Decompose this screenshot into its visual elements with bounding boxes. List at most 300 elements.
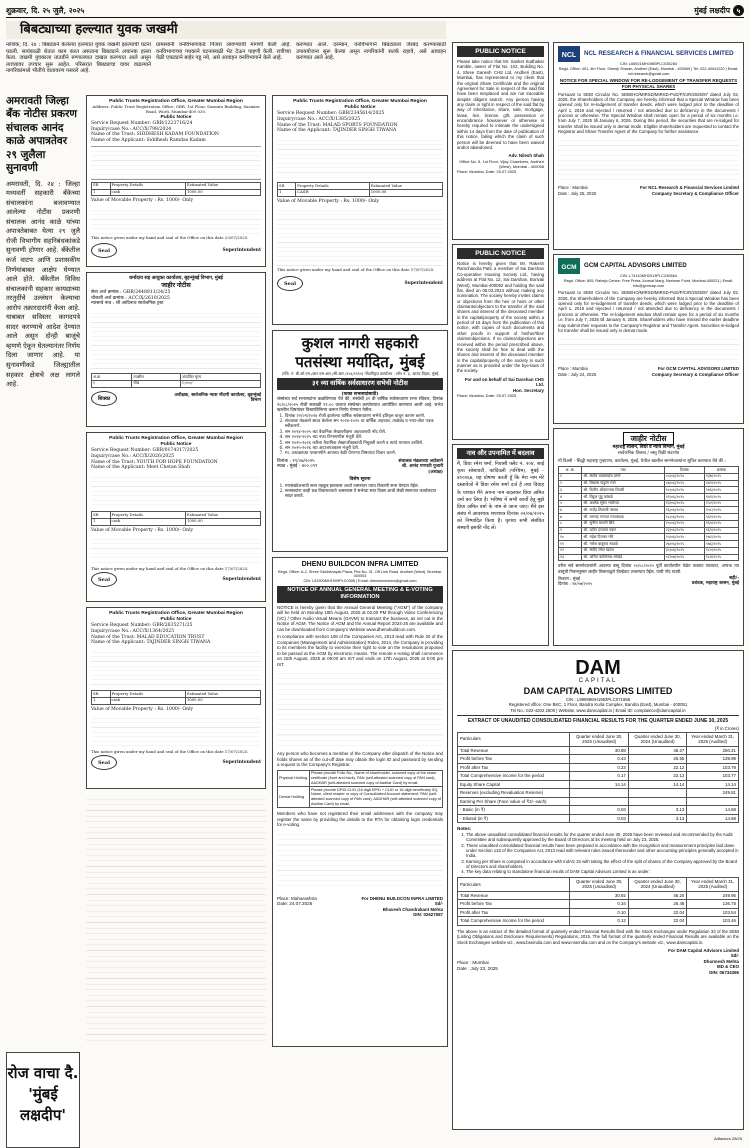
fin-value-cell: 103.77 xyxy=(687,772,739,781)
gcm-sign-role: Company Secretary & Compliance Officer xyxy=(651,371,739,377)
jahir-cell-no: १४१/२०२५ xyxy=(704,480,738,487)
jahir-notice xyxy=(553,428,744,646)
ncl-notice xyxy=(553,42,744,250)
fin-row-label: - Diluted (in ₹) xyxy=(458,814,570,823)
pt3-trust: Name of the Trust: YOUTH FOR HOPE FOUNDATION xyxy=(91,459,218,465)
pt1-seal: Seal xyxy=(91,243,117,258)
dhenu-holding-table xyxy=(277,770,443,808)
kusal-date-place xyxy=(277,459,317,476)
jahir-cell-date: २३/०६/२०२५ xyxy=(664,527,704,534)
public-trust-notice-4 xyxy=(86,607,266,789)
dam-logo xyxy=(457,654,739,686)
jahir-cell-date: ०७/०६/२०२५ xyxy=(664,480,704,487)
pt3-body-lines-2 xyxy=(91,535,261,565)
mpt-officer: अधीक्षक, सार्वजनिक न्यास नोंदणी कार्यालय, बृहन्मुंबई विभाग xyxy=(174,392,261,404)
mpt-body-lines xyxy=(91,309,261,371)
pt3-title: Public Notice xyxy=(160,442,192,448)
kusal-place: स्थळ : मुंबई - ४०० ०९९ xyxy=(277,464,318,470)
fin-value-cell: 3.13 xyxy=(628,806,686,815)
dam-sd: Sd/- xyxy=(730,953,739,959)
pt2-body-lines-2 xyxy=(277,206,443,266)
gcm-name: GCM CAPITAL ADVISORS LIMITED xyxy=(584,262,687,270)
kusal-footer xyxy=(277,459,443,476)
dam-logo-sub: CAPITAL xyxy=(578,678,618,684)
jahir-row xyxy=(559,494,739,501)
issue-date: शुक्रवार, दि. २५ जुलै, २०२५ xyxy=(6,5,85,15)
dam-place-date xyxy=(457,948,498,976)
fin-value-cell: 30.92 xyxy=(570,891,628,900)
fin-row-label: Total Comprehensive Income for the period xyxy=(458,917,570,926)
dam-logo-icon xyxy=(570,654,626,684)
kusal-regd: (रजि. नं. बी.ओ.एम./आर.एस.आर./सी.आर./१०६/१९९५) नोंदणीकृत कार्यालय : शॉप नं. ३, आनंद विहार, मुंबई xyxy=(281,370,439,376)
jahir-cell-date: ०२/०७/२०२५ xyxy=(664,554,704,561)
dhenu-place-date xyxy=(277,896,317,918)
pt1-inquiry-text xyxy=(91,146,261,180)
jahir-cell-no: १५८/२०२५ xyxy=(704,507,738,514)
jahir-cell-sr: ९ xyxy=(559,527,582,534)
gcm-for: For GCM CAPITAL ADVISORS LIMITED xyxy=(657,366,739,372)
fin-value-cell: 22.04 xyxy=(628,917,686,926)
dhenu-sd: Sd/- xyxy=(434,901,443,907)
pt4-dated: This notice given under my hand and seal of the Office on this date 17/07/2025. xyxy=(91,749,249,755)
dhenu-regd: Regd. Office: A-2, Shree Siddivinayak Plaza, Plot No. 31, Off Link Road, Andheri (West), Mumbai-400053 xyxy=(277,569,443,579)
jahir-cell-name: श्री. अशोक सुरेश भालेराव xyxy=(582,500,664,507)
kusal-agenda-item: 7. मा. अध्यक्षांच्या परवानगीने आयत्या वेळी येणाऱ्या विषयांचा विचार करणे. xyxy=(285,451,443,456)
jahir-cell-name: श्री. अनिल काशिनाथ लोखंडे xyxy=(582,554,664,561)
dam-col-q1: Quarter ended June 30, 2025 (Unaudited) xyxy=(570,732,628,746)
dam-name: DAM CAPITAL ADVISORS LIMITED xyxy=(523,685,673,696)
jahir-cell-sr: ८ xyxy=(559,520,582,527)
dam-table-header xyxy=(458,732,739,746)
jahir-row xyxy=(559,507,739,514)
public-notice-2-role: Hon. Secretary xyxy=(513,387,544,393)
fin-row xyxy=(458,789,739,798)
jahir-cell-date: २७/०६/२०२५ xyxy=(664,541,704,548)
dam-col-year: Year ended March 31, 2025 (Audited) xyxy=(687,732,739,746)
fin-value-cell xyxy=(628,789,686,798)
jahir-cell-no: १८४/२०२५ xyxy=(704,554,738,561)
ncl-for: For NCL Research & Financial Services Limited xyxy=(640,185,739,191)
fin-row-label: - Basic (in ₹) xyxy=(458,806,570,815)
pt3-applicant: Name of the Applicant: Meet Chetan Shah xyxy=(91,465,190,471)
fin-row-label: Profit after Tax xyxy=(458,763,570,772)
kusal-sign-name: श्री. आनंद गणपती पुजारी xyxy=(401,464,443,470)
jahir-place-date xyxy=(558,576,592,587)
gcm-body: Pursuant to SEBI Circular No. SEBI/HO/MIRSD/MIRSD-PoD/P/CIR/2025/97 dated July 02, 2025, the Shareholders of the Company are hereby informed that a Special Window has been opened only for re-lodgement of transfer deeds, which were lodged prior to the deadline of April 1, 2019 and rejected / returned / not attended due to deficiency in the documents / process or otherwise. The re-lodgement window shall remain open for a period of six months i.e. from July 7, 2025 till January 6, 2026. Shareholders who have missed the earlier deadline may submit their requests to the Company's Registrar and Transfer Agent. Securities re-lodged for transfer shall be issued only in demat mode. xyxy=(558,290,739,333)
dam-note: 4. The key data relating to standalone financial results of DAM Capital Advisors Limited is as under: xyxy=(466,869,739,874)
mpt-footer xyxy=(91,391,261,406)
fin-value-cell: 0.43 xyxy=(570,755,628,764)
dhenu-signatory: Bhavesh Chandrakant Mehta xyxy=(382,906,443,912)
ncl-date: Date : July 25, 2025 xyxy=(558,190,597,196)
pt3-officer: Superintendent xyxy=(222,577,261,583)
public-notice-1-body: Please take notice that Mr. Sanket Sudhakar Kamble, owner of Flat No. 102, Building No. 4, Shree Ganesh CHS Ltd, Andheri (East), Mumbai, has represented to my client that the original Share Certificate and the original Agreement for Sale in respect of the said flat have been misplaced and are not traceable despite diligent search. Any person having any claim or right in respect of the said flat by way of inheritance, share, sale, mortgage, lease, lien, license, gift, possession or encumbrance howsoever or otherwise is hereby required to intimate the undersigned within 14 days from the date of publication of this notice, failing which the claim of such person will be deemed to have been waived and/or abandoned. xyxy=(457,59,544,150)
pt3-office: Public Trusts Registration Office, Greater Mumbai Region xyxy=(109,436,243,441)
pt2-office: Public Trusts Registration Office, Greater Mumbai Region xyxy=(293,99,427,104)
kusal-agenda-item: 1. दिनांक २२/०९/२०२४ रोजी झालेल्या वार्षिक सर्वसाधारण सभेचे इतिवृत्त वाचून कायम करणे. xyxy=(285,414,443,419)
pt3-footer xyxy=(91,572,261,587)
gcm-regd: Regd. Office: 805, Raheja Centre, Free Press Journal Marg, Nariman Point, Mumbai-400021 | Email: info@gcmcap.com xyxy=(563,278,734,288)
fin-row-label: Total Comprehensive Income for the period xyxy=(458,772,570,781)
masthead xyxy=(6,4,744,18)
pt4-body-lines-1 xyxy=(91,648,261,688)
pt4-value: Value of Movable Property : Rs. 1000/- Only xyxy=(91,706,194,712)
dhenu-row-label: Physical Holding xyxy=(278,770,310,786)
dam-for: For DAM Capital Advisors Limited xyxy=(668,947,739,953)
pt1-dated: This notice given under my hand and seal of the Office on this date 23/07/2025. xyxy=(91,235,249,241)
dam-sa-col-q1: Quarter ended June 30, 2025 (Unaudited) xyxy=(570,877,628,891)
fin-value-cell: 103.46 xyxy=(687,917,739,926)
dam-contact: Tel No.: 022-4202 2500 | Website: www.damcapital.in | Email ID: complaince@damcapital.in xyxy=(457,708,739,716)
kusal-body: संस्थेच्या सर्व सभासदांना कळविण्यात येते की, संस्थेची ३१ वी वार्षिक सर्वसाधारण सभा रविवार, दिनांक १०/०८/२०२५ रोजी सकाळी ११.०० वाजता संस्थेच्या कार्यालयात आयोजित करण्यात आली आहे. सभेत खालील विषयांवर विचारविनिमय करून निर्णय घेण्यात येतील. xyxy=(277,397,443,414)
fin-value-cell: 14.14 xyxy=(570,780,628,789)
jahir-cell-no: १५२/२०२५ xyxy=(704,500,738,507)
gcm-place-date xyxy=(558,366,596,377)
jahir-table xyxy=(558,466,739,561)
dhenu-for: For DHENU BUILDCON INFRA LIMITED xyxy=(361,895,443,901)
dam-note: 3. Earning per Share is computed in accordance with IndAS 33 with taking the effect of the split of shares of the Company approved by the Board of Directors and shareholders. xyxy=(466,859,739,870)
jahir-cell-name: श्री. गणेश बाबुराव साळवे xyxy=(582,541,664,548)
gcm-cin: CIN: L74110MH2013PLC240564 xyxy=(620,273,677,278)
dhenu-row-text: Please provide Folio No., Name of shareholder, scanned copy of the share certificate (front and back), PAN (self-attested scanned copy of PAN card), AADHAR (self-attested scanned copy of Aadhar Card) by email. xyxy=(310,770,443,786)
fin-value-cell: 136.78 xyxy=(687,900,739,909)
jahir-col-name: नाव xyxy=(582,467,664,474)
jahir-row xyxy=(559,520,739,527)
dam-note: 1. The above unaudited consolidated financial results for the quarter ended June 30, 2025 have been reviewed and recommended by the Audit Committee and subsequently approved by the Board of Directors at its meeting held on July 23, 2025. xyxy=(466,832,739,843)
fin-value-cell xyxy=(570,797,628,806)
pt1-footer xyxy=(91,243,261,258)
fin-value-cell: 0.23 xyxy=(570,763,628,772)
notice-filler-left xyxy=(86,794,266,1044)
fin-row xyxy=(458,797,739,806)
jahir-signature xyxy=(692,576,739,587)
fin-value-cell: 14.14 xyxy=(628,780,686,789)
pt4-title: Public Notice xyxy=(160,617,192,623)
pt1-office: Public Trusts Registration Office, Greater Mumbai Region xyxy=(109,99,243,104)
page-number: ५ xyxy=(733,5,744,16)
kusal-title: कुशल नागरी सहकारी पतसंस्था मर्यादित, मुंबई xyxy=(295,334,425,371)
jahir-cell-date: ११/०६/२०२५ xyxy=(664,494,704,501)
dam-notes-title: Notes: xyxy=(457,826,472,832)
pt2-seal: Seal xyxy=(277,276,303,291)
lead-story-col2: ग्रामस्थांनी वनविभागाकडे पिंजरा लावण्याची मागणी केली आहे. वनविभागाच्या पथकाने घटनास्थळी भेट देऊन पाहणी केली. रात्रीच्या वेळी एकट्याने बाहेर पडू नये, असे आवाहन वनविभागाने केले आहे. xyxy=(156,42,291,62)
dhenu-cin: CIN: L51900MH1909PLC0306 | Email: dhenuinvestors@gmail.com xyxy=(303,579,417,584)
dhenu-body2: In compliance with section 108 of the Companies Act, 2013 read with Rule 20 of the Companies (Management and Administration) Rules, 2014, the Company is providing to its members the facility to exercise their right to vote on the resolutions proposed to be passed at the AGM by electronic means. The remote e-voting shall commence on 15th August, 2025 at 09:00 am IST and ends on 17th August, 2025 at 5:00 pm IST. xyxy=(277,634,443,667)
fin-value-cell: 103.79 xyxy=(687,763,739,772)
kusal-agenda xyxy=(277,414,443,457)
jahir-sub: सार्वजनिक लिलाव / वस्तू विक्री संदर्भात xyxy=(617,451,680,457)
name-change-notice xyxy=(452,444,549,646)
kusal-sign-role: (अध्यक्ष) xyxy=(428,469,443,475)
fin-row-label: Total Revenue xyxy=(458,746,570,755)
jahir-cell-sr: १ xyxy=(559,473,582,480)
jahir-cell-date: १३/०६/२०२५ xyxy=(664,500,704,507)
fin-value-cell xyxy=(687,797,739,806)
pt2-title: Public Notice xyxy=(344,105,376,111)
gcm-date: Date : July 24, 2025 xyxy=(558,371,597,377)
gcm-place: Place : Mumbai xyxy=(558,366,588,372)
jahir-cell-name: श्री. संदीप रमेश खरात xyxy=(582,547,664,554)
jahir-cell-date: ०५/०६/२०२५ xyxy=(664,473,704,480)
fin-row xyxy=(458,755,739,764)
fin-row xyxy=(458,772,739,781)
pt3-dated: This notice given under my hand and seal of the Office on this date 17/07/2025. xyxy=(91,566,249,572)
gcm-notice xyxy=(553,254,744,424)
svg-text:GCM: GCM xyxy=(561,264,577,271)
jahir-col-date: दिनांक xyxy=(664,467,704,474)
gcm-footer xyxy=(558,366,739,377)
kusal-note: 1. गणसंख्येअभावी सभा तहकूब झाल्यास अर्ध्या तासानंतर त्याच ठिकाणी सभा घेण्यात येईल. xyxy=(285,483,443,488)
kusal-agm-heading: ३१ व्या वार्षिक सर्वसाधारण सभेची नोटीस xyxy=(277,378,443,389)
pt3-body-lines-1 xyxy=(91,473,261,509)
pt2-inquiry: Inquiry/case No.: ACC/X/1385/2025 xyxy=(277,116,361,122)
pt2-officer: Superintendent xyxy=(404,281,443,287)
dhenu-body3: Any person who becomes a member of the Company after dispatch of the Notice and holds shares as of the cut-off date may obtain the login ID and password by sending a request to the Company's Registrar. xyxy=(277,751,443,768)
dhenu-date: Date: 24.07.2025 xyxy=(277,901,313,907)
dam-col-q2: Quarter ended June 30, 2024 (Unaudited) xyxy=(628,732,686,746)
fin-value-cell: 14.68 xyxy=(687,814,739,823)
fin-row xyxy=(458,814,739,823)
jahir-cell-date: २०/०६/२०२५ xyxy=(664,520,704,527)
ncl-logo-icon xyxy=(558,46,580,62)
kusal-agenda-item: 3. सन २०२४-२०२५ च्या वैधानिक लेखापरीक्षण अहवालाची नोंद घेणे. xyxy=(285,430,443,435)
fin-value-cell: 22.04 xyxy=(628,908,686,917)
pt4-srn: Service Request Number: GBR/2635271/25 xyxy=(91,623,193,629)
jahir-cell-sr: १० xyxy=(559,534,582,541)
fin-value-cell: 22.12 xyxy=(628,763,686,772)
jahir-row xyxy=(559,527,739,534)
jahir-row xyxy=(559,547,739,554)
jahir-cell-sr: ६ xyxy=(559,507,582,514)
fin-row xyxy=(458,780,739,789)
public-trust-notice-3 xyxy=(86,432,266,602)
fin-row xyxy=(458,746,739,755)
amravati-body: अमरावती, दि. २४ : जिल्हा मध्यवर्ती सहकारी बँकेच्या संचालकांना बजावण्यात आलेल्या नोटीस प्रकरणी संचालक आनंद काळे यांच्या अपात्रतेबाबत येत्या २९ जुलै रोजी विभागीय सहनिबंधकांकडे सुनावणी होणार आहे. बँकेतील कर्ज वाटप आणि प्रशासकीय निर्णयांबाबत आक्षेप घेण्यात आले होते. बँकेतील विविध संचालकांनी सहकार कायद्याच्या तरतुदींचे उल्लंघन केल्याचा आरोप तक्रारदारांनी केला आहे. याबाबत सविस्तर कागदपत्रे सादर करण्याचे आदेश देण्यात आले असून दोन्ही बाजूंचे म्हणणे ऐकून घेतल्यानंतर निर्णय दिला जाणार आहे. या सुनावणीकडे जिल्ह्यातील सहकार क्षेत्राचे लक्ष लागले आहे. xyxy=(6,179,80,389)
pt2-applicant: Name of the Applicant: TAJINDER SINGH TIWANA xyxy=(277,128,397,134)
fin-value-cell: 14.68 xyxy=(687,806,739,815)
jahir-date: दिनांक : २४/०७/२०२५ xyxy=(558,581,593,587)
dam-din: DIN: 06734366 xyxy=(709,969,739,975)
kusal-signature xyxy=(398,459,443,476)
dhenu-signature xyxy=(361,896,443,918)
public-notice-1-title: PUBLIC NOTICE xyxy=(457,46,544,57)
mpt-property-table: अ.क्र. तपशील अंदाजित मूल्य १ रोख १,०००/- xyxy=(91,373,261,387)
kusal-agenda-item: 4. सन २०२४-२०२५ च्या नफा विभागणीस मंजुरी देणे. xyxy=(285,435,443,440)
jahir-footer xyxy=(558,576,739,587)
pt4-body-lines-2 xyxy=(91,714,261,748)
fin-value-cell: 250.21 xyxy=(687,746,739,755)
ncl-body: Pursuant to SEBI Circular No. SEBI/HO/MIRSD/MIRSD-PoD/P/CIR/2025/97 dated July 02, 2025, the Shareholders of the Company are hereby informed that a Special Window has been opened only for re-lodgement of transfer deeds, which were lodged prior to the deadline of April 1, 2019 and rejected / returned / not attended due to deficiency in the documents / process or otherwise. The Special Window shall remain open for a period of six months i.e. from July 7, 2025 till January 6, 2026. During this period, the securities that are re-lodged for transfer shall be issued only in demat mode. Eligible shareholders are requested to contact the Registrar and Share Transfer Agent of the Company for further assistance. xyxy=(558,91,739,135)
dam-regd: Registered office: One BKC, 1 Floor, Bandra Kurla Complex, Bandra (East), Mumbai - 400051 xyxy=(508,702,688,708)
fin-row xyxy=(458,891,739,900)
dam-col-particulars: Particulars xyxy=(458,732,570,746)
jahir-cell-no: १४६/२०२५ xyxy=(704,487,738,494)
jahir-cell-no: १४९/२०२५ xyxy=(704,494,738,501)
dhenu-body-lines-2 xyxy=(277,830,443,890)
gcm-logo-icon xyxy=(558,258,580,274)
dam-date: Date : July 23, 2025 xyxy=(457,965,498,971)
dhenu-footer xyxy=(277,896,443,918)
dam-heading: EXTRACT OF UNAUDITED CONSOLIDATED FINANCIAL RESULTS FOR THE QUARTER ENDED JUNE 30, 2025 xyxy=(467,718,729,725)
fin-value-cell: 0.03 xyxy=(570,806,628,815)
jahir-cell-name: श्री. प्रदीप दत्तात्रय पवार xyxy=(582,527,664,534)
pt1-body-lines xyxy=(91,206,261,236)
public-notice-2-title: PUBLIC NOTICE xyxy=(457,248,544,259)
fin-value-cell: 0.12 xyxy=(570,917,628,926)
jahir-table-header xyxy=(559,467,739,474)
jahir-cell-no: १६९/२०२५ xyxy=(704,527,738,534)
fin-row xyxy=(458,763,739,772)
jahir-cell-sr: ११ xyxy=(559,541,582,548)
dhenu-row-text: Please provide DPID-CLID (16 digit DPID + CLID or 16 digit beneficiary ID), Name, client master or copy of Consolidated Account statement, PAN (self-attested scanned copy of PAN card), AADHAR (self-attested scanned copy of Aadhar Card) by email. xyxy=(311,787,441,806)
jahir-sign: सही/- xyxy=(729,575,739,581)
dam-role: MD & CEO xyxy=(717,964,739,970)
jahir-intro: मी दिल्ली - सिद्धी महाराष्ट्र गुन्हाण्या, कार्यालय, मुंबई, येथील खालील सामनेवाल्यांना सूचित करण्यात येते की : xyxy=(558,458,726,464)
pt1-srn: Service Request Number: GBR/1223716/24 xyxy=(91,121,193,126)
kusal-notes-title: विशेष सूचना xyxy=(349,477,371,483)
jahir-cell-no: १६५/२०२५ xyxy=(704,520,738,527)
public-notice-1-addr: Office No. 5, 1st Floor, Vijay Chambers, Andheri (West), Mumbai - 400058 xyxy=(459,158,544,169)
fin-row-label: Total Revenue xyxy=(458,891,570,900)
jahir-cell-date: ३०/०६/२०२५ xyxy=(664,547,704,554)
fin-row xyxy=(458,917,739,926)
pt1-inquiry: Inquiry/case No.: ACC/X/798/2024 xyxy=(91,126,172,132)
jahir-cell-name: श्री. राजेंद्र शिवाजी जाधव xyxy=(582,507,664,514)
dam-cin: CIN : L99999MH1993PLC071865 xyxy=(565,696,631,702)
gcm-signature xyxy=(652,366,739,377)
dhenu-body-lines xyxy=(277,669,443,749)
kusal-sign: संचालक मंडळाच्या आदेशाने xyxy=(398,458,443,464)
pt3-inquiry: Inquiry/case No.: ACC/X/2026/2025 xyxy=(91,453,175,459)
pt4-footer xyxy=(91,755,261,770)
fin-value-cell: 103.54 xyxy=(687,908,739,917)
marathi-public-trust-notice xyxy=(86,272,266,427)
mpt-seal: शिक्का xyxy=(91,391,117,406)
fin-row xyxy=(458,908,739,917)
pt2-body-lines-1 xyxy=(277,136,443,180)
fin-row-label: Profit before Tax xyxy=(458,755,570,764)
dam-notes xyxy=(457,832,739,875)
pt2-srn: Service Request Number: GBR/2345614/2025 xyxy=(277,111,385,117)
jahir-cell-date: १८/०६/२०२५ xyxy=(664,514,704,521)
pt4-office: Public Trusts Registration Office, Greater Mumbai Region xyxy=(109,611,243,616)
public-trust-notice-2 xyxy=(272,95,448,325)
dhenu-row-label: Demat Holding xyxy=(278,787,310,808)
name-change-title: नाव और उपनामित में बदलाव xyxy=(457,448,544,459)
kusal-agenda-item: 2. संचालक मंडळाने सादर केलेला सन २०२४-२०२५ चा वार्षिक अहवाल, ताळेबंद व नफा-तोटा पत्रक स्वीकारणे. xyxy=(285,419,443,430)
dhenu-title: DHENU BUILDCON INFRA LIMITED xyxy=(301,561,419,568)
dam-note: 2. These unaudited consolidated financial results have been prepared in accordance with the recognition and measurement principles laid down under Section 133 of the Companies Act, 2013 read with relevant rules issued thereunder and other accounting principles generally accepted in India. xyxy=(466,843,739,859)
mpt-srn: सेवा अर्ज क्रमांक : GBR/2448911/24/25 xyxy=(91,289,171,295)
jahir-cell-date: १६/०६/२०२५ xyxy=(664,507,704,514)
jahir-body: वरील सर्व सामनेवाल्यांनी आपल्या वस्तू दिनांक १०/०८/२०२५ पूर्वी कार्यालयीन वेळेत ताब्यात घ्याव्यात, अन्यथा त्या वस्तूंची नियमानुसार जाहीर लिलावाद्वारे विल्हेवाट लावण्यात येईल, याची नोंद घ्यावी. xyxy=(558,563,739,574)
fin-value-cell: 0.17 xyxy=(570,772,628,781)
fin-value-cell: 46.27 xyxy=(628,746,686,755)
public-notice-1-date: Place: Mumbai, Date: 25.07.2025 xyxy=(457,168,517,174)
dam-sa-col-particulars: Particulars xyxy=(458,877,570,891)
kusal-subhead: (फक्त सभासदांसाठी) xyxy=(341,391,379,397)
jahir-row xyxy=(559,541,739,548)
jahir-row xyxy=(559,473,739,480)
dam-standalone-table xyxy=(457,877,739,926)
ncl-header xyxy=(558,46,739,62)
jahir-cell-no: १३७/२०२५ xyxy=(704,473,738,480)
dhenu-heading: NOTICE OF ANNUAL GENERAL MEETING & E-VOTING INFORMATION xyxy=(277,586,443,603)
public-notice-2-sign: For and on behalf of Sai Darshan CHS Ltd. xyxy=(464,376,544,388)
paper-name-block xyxy=(694,5,744,16)
pt4-seal: Seal xyxy=(91,755,117,770)
lead-story-col3: करण्यात आले. दरम्यान, वनविभागाने बिबट्याला जेरबंद करण्यासाठी उपाययोजना सुरू केल्या असून नागरिकांनी सतर्क राहावे, असे आवाहन करण्यात आले आहे. xyxy=(296,42,446,62)
jahir-cell-sr: १३ xyxy=(559,554,582,561)
kusal-note: 2. सभासदांना काही प्रश्न विचारावयाचे असल्यास ते सभेच्या सात दिवस आधी लेखी स्वरूपात कार्यालयात सादर करावे. xyxy=(285,488,443,499)
pt1-title: Public Notice xyxy=(160,114,192,120)
fin-row-label: Earning Per Share (Face value of ₹2/- each) xyxy=(458,797,570,806)
jahir-cell-sr: ३ xyxy=(559,487,582,494)
dam-logo-text: DAM xyxy=(575,657,621,679)
ad-code: Adfactors 28/25 xyxy=(713,1136,742,1141)
dhenu-row xyxy=(278,787,443,808)
jahir-cell-sr: २ xyxy=(559,480,582,487)
jahir-cell-name: श्री. महेश दिनकर मोरे xyxy=(582,534,664,541)
public-notice-1 xyxy=(452,42,549,240)
jahir-cell-no: १७२/२०२५ xyxy=(704,534,738,541)
fin-row xyxy=(458,806,739,815)
kusal-agenda-item: 6. सन २०२५-२०२६ च्या अंदाजपत्रकास मंजुरी देणे. xyxy=(285,446,443,451)
mpt-office: धर्मादाय सह आयुक्त कार्यालय, बृहन्मुंबई विभाग, मुंबई xyxy=(129,276,223,281)
jahir-title-wrap xyxy=(558,432,739,445)
fin-row-label: Equity Share Capital xyxy=(458,780,570,789)
dam-sa-col-year: Year ended March 31, 2025 (Audited) xyxy=(687,877,739,891)
ncl-heading: NOTICE FOR SPECIAL WINDOW FOR RE-LODGEMENT OF TRANSFER REQUESTS FOR PHYSICAL SHARES xyxy=(559,78,738,89)
dhenu-din: DIN: 02627587 xyxy=(413,912,443,918)
fin-value-cell: 46.20 xyxy=(628,891,686,900)
fin-value-cell: 26.48 xyxy=(628,900,686,909)
pt4-property-table: SR Property Details Estimated Value 1 cash 1000.00 xyxy=(91,690,261,704)
jahir-title: जाहीर नोटीस xyxy=(623,432,673,445)
fin-value-cell: 14.14 xyxy=(687,780,739,789)
jahir-row xyxy=(559,534,739,541)
dhenu-body1: NOTICE is hereby given that the Annual General Meeting ("AGM") of the company will be held on Monday 18th August, 2025 at 02.00 PM through Video Conferencing (VC) / Other Audio Visual Means (OAVM) to transact the business, as set out in the Notice of AGM. The Notice of AGM and the Annual Report 2024-25 are available and can be downloaded from Company's Website www.dhenubuildcon.com. xyxy=(277,604,443,632)
pt2-property-table: SR Property Details Estimated Value 1 CASH 1000.00 xyxy=(277,182,443,196)
gcm-body-lines xyxy=(558,335,739,363)
fin-value-cell: 249.81 xyxy=(687,789,739,798)
kusal-date: दिनांक : १९/०७/२०२५ xyxy=(277,458,315,464)
jahir-cell-sr: ४ xyxy=(559,494,582,501)
kusal-agm-notice xyxy=(272,330,448,552)
pt4-applicant: Name of the Applicant: TAJINDER SINGH TIWANA xyxy=(91,640,211,646)
jahir-cell-name: श्री. संतोष बाबासाहेब डांगरे xyxy=(582,473,664,480)
public-notice-2-body: Notice is hereby given that Mr. Rakesh Ramchandra Patil, a member of Sai Darshan Co-operative Housing Society Ltd., having address at Flat No. 12, Sai Darshan, Borivali (West), Mumbai-400092 and holding the said flat, died on 05.02.2024 without making any nomination. The society hereby invites claims or objections from the heir or heirs or other claimants/objectors to the transfer of the said shares and interest of the deceased member in the capital/property of the society within a period of 15 days from the publication of this notice, with copies of such documents and other proofs in support of his/her/their claims/objections. If no claims/objections are received within the period prescribed above, the society shall be free to deal with the shares and interest of the deceased member in the capital/property of the society in such manner as is provided under the bye-laws of the society. xyxy=(457,261,544,374)
dam-footer xyxy=(457,948,739,976)
fin-value-cell: 249.95 xyxy=(687,891,739,900)
pt1-officer: Superintendent xyxy=(222,247,261,253)
fin-row-label: Profit before Tax xyxy=(458,900,570,909)
pt2-trust: Name of the Trust: MALAD SPORTS FOUNDATION xyxy=(277,122,398,128)
pt1-property-table: SR Property Details Estimated Value 1 cash 1000.00 xyxy=(91,182,261,196)
amravati-story xyxy=(6,95,80,1047)
jahir-cell-date: २५/०६/२०२५ xyxy=(664,534,704,541)
jahir-cell-name: श्री. दिलीप ओंकारनाथ तिवारी xyxy=(582,487,664,494)
jahir-cell-sr: ७ xyxy=(559,514,582,521)
dam-sa-header xyxy=(458,877,739,891)
pt1-value: Value of Movable Property : Rs. 1000/- Only xyxy=(91,198,194,204)
jahir-row xyxy=(559,500,739,507)
pt3-value: Value of Movable Property : Rs. 1000/- Only xyxy=(91,527,194,533)
jahir-cell-date: १०/०६/२०२५ xyxy=(664,487,704,494)
fin-value-cell: 0.03 xyxy=(570,814,628,823)
pt1-address: Address: Public Trust Registration Office, GBR, 1st Floor, Sasmira Building, Sasmira Road, Worli, Mumbai-400 030. xyxy=(92,104,260,114)
jahir-cell-sr: १२ xyxy=(559,547,582,554)
